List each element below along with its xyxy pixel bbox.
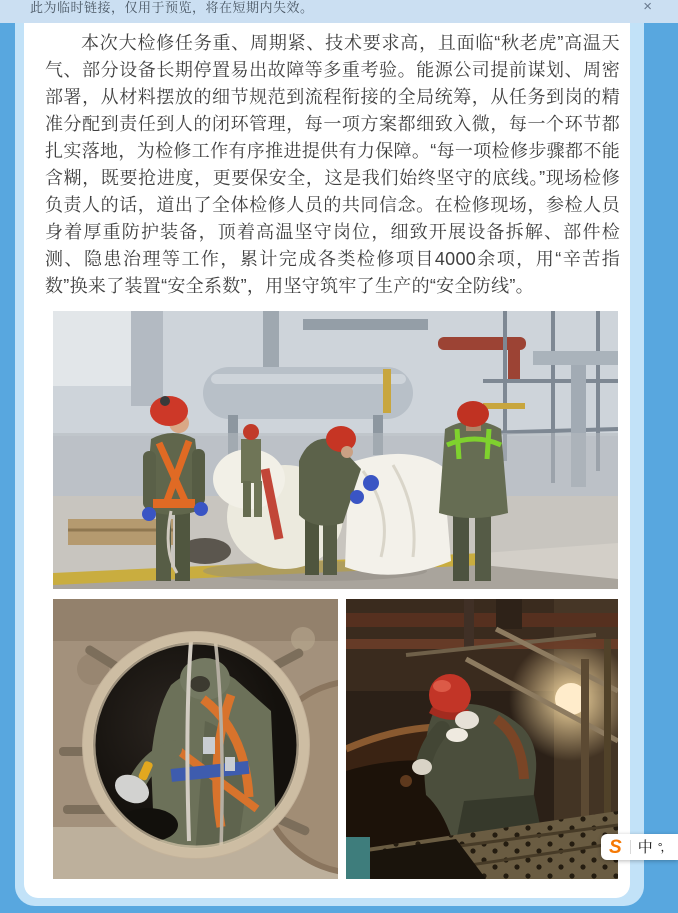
photo-row bbox=[53, 599, 618, 879]
photo-equipment-inspection bbox=[346, 599, 618, 879]
ime-language-toggle[interactable]: 中 bbox=[637, 838, 653, 856]
ime-divider bbox=[630, 840, 631, 854]
inspection-illustration bbox=[346, 599, 618, 879]
article-paragraph: 本次大检修任务重、周期紧、技术要求高，且面临“秋老虎”高温天气、部分设备长期停置易出故障等多重考验。能源公司提前谋划、周密部署，从材料摆放的细节规范到流程衔接的全局统筹，从任务到岗的精准分配到责任到人的闭环管理，每一项方案都细致入微，每一个环节都扎实落地，为检修工作有序推进提供有力保障。“每一项检修步骤都不能含糊，既要抢进度，更要保安全，这是我们始终坚守的底线。”现场检修负责人的话，道出了全体检修人员的共同信念。在检修现场，参检人员身着厚重防护装备，顶着高温坚守岗位，细致开展设备拆解、部件检测、隐患治理等工作，累计完成各类检修项目4000余项，用“辛苦指数”换来了装置“安全系数”，用坚守筑牢了生产的“安全防线”。 bbox=[45, 33, 620, 296]
overhaul-site-illustration bbox=[53, 311, 618, 589]
photo-manhole-entry bbox=[53, 599, 338, 879]
close-icon[interactable]: × bbox=[643, 0, 652, 15]
manhole-illustration bbox=[53, 599, 338, 879]
preview-notice-text: 此为临时链接，仅用于预览，将在短期内失效。 bbox=[30, 0, 314, 15]
ime-toolbar[interactable] bbox=[601, 834, 678, 860]
article-card bbox=[24, 23, 630, 898]
photo-overhaul-site bbox=[53, 311, 618, 589]
content-frame bbox=[15, 23, 644, 906]
sogou-logo-icon[interactable]: S bbox=[609, 836, 622, 858]
ime-punctuation-toggle[interactable]: °， bbox=[657, 840, 671, 854]
preview-notice-bar bbox=[0, 0, 678, 23]
